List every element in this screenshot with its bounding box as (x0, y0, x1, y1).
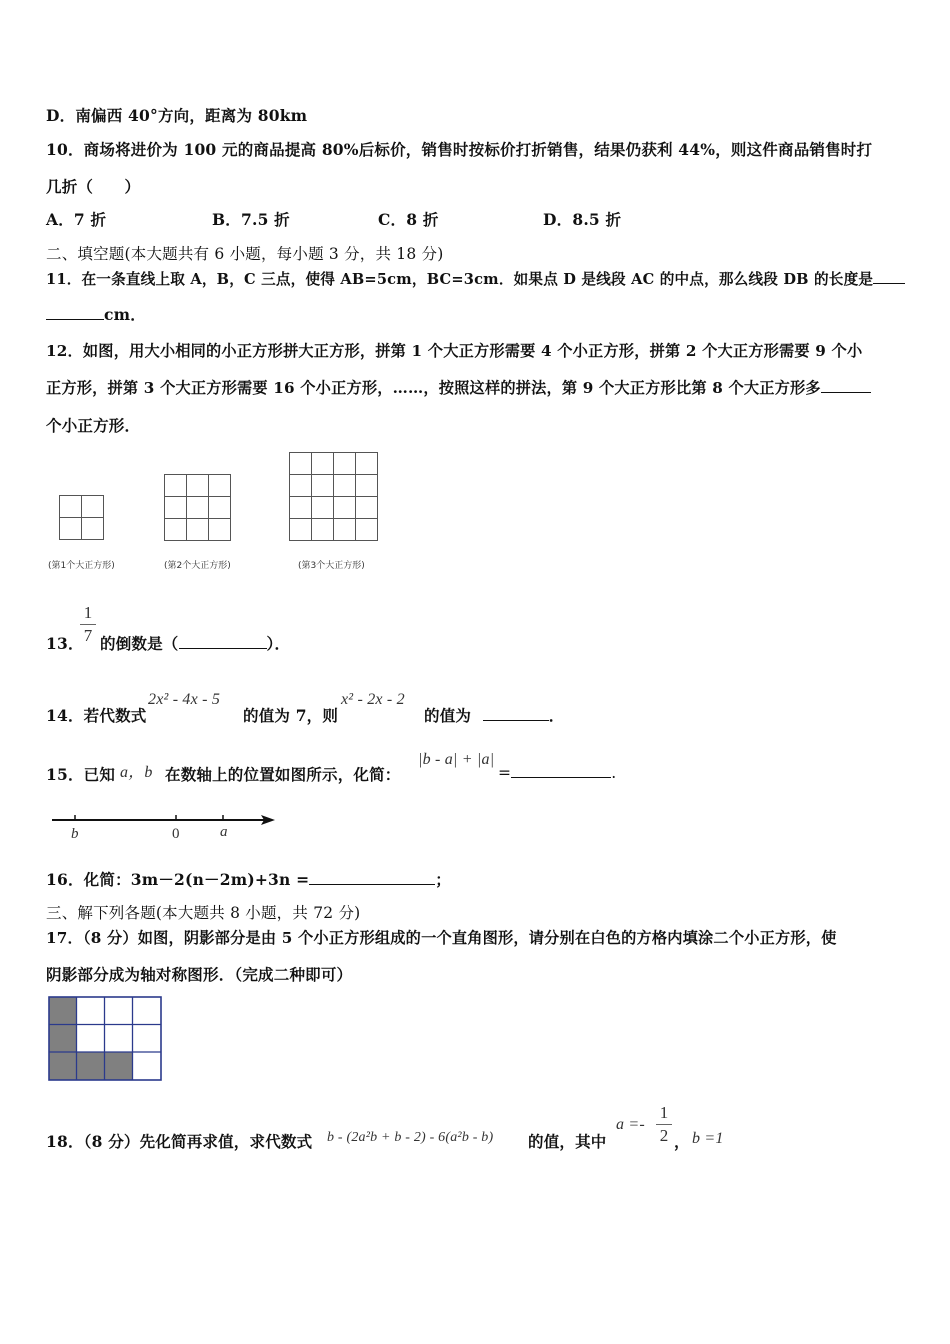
q14-suffix: 的值为 (424, 706, 472, 725)
q18-middle: 的值，其中 (528, 1132, 607, 1151)
q16-text: 16．化简：3m－2(n－2m)+3n = (46, 870, 310, 889)
q15-expr: |b - a| + |a| (418, 751, 495, 768)
q12-caption-1: (第1个大正方形) (48, 561, 115, 571)
q11-unit: cm． (104, 305, 146, 324)
q15-number-line (50, 810, 278, 846)
q12-caption-3: (第3个大正方形) (298, 561, 365, 571)
q18-a-den: 2 (659, 1126, 669, 1145)
section-2-title: 二、填空题(本大题共有 6 小题，每小题 3 分，共 18 分) (46, 245, 444, 263)
q18-prefix: 18．（8 分）先化简再求值，求代数式 (46, 1132, 313, 1151)
label-b: b (71, 826, 79, 842)
q15-vars: a，b (120, 764, 153, 781)
label-a: a (220, 824, 228, 840)
q12-line-3: 个小正方形． (46, 416, 141, 435)
q16-line (46, 868, 451, 890)
q10-option-b: B．7.5 折 (212, 210, 290, 229)
q17-shaded-cell (105, 1052, 133, 1080)
q17-shaded-cell (49, 1052, 77, 1080)
q17-line-1: 17．（8 分）如图，阴影部分是由 5 个小正方形组成的一个直角图形，请分别在白色的方格内填涂二个小正方形，使 (46, 929, 837, 947)
q17-shaded-cell (77, 1052, 105, 1080)
q10-option-a: A．7 折 (46, 210, 107, 229)
q14-expr-2: x² - 2x - 2 (341, 691, 405, 708)
q14-prefix: 14．若代数式 (46, 706, 147, 725)
q11-blank-a[interactable] (873, 269, 905, 284)
q13-fraction (80, 604, 96, 645)
q11-line-2 (46, 303, 146, 325)
q17-grid-figure (48, 996, 164, 1082)
q14-expr-1: 2x² - 4x - 5 (148, 691, 221, 708)
q17-shaded-cell (49, 1025, 77, 1053)
q12-line-1: 12．如图，用大小相同的小正方形拼大正方形，拼第 1 个大正方形需要 4 个小正方形，拼第 2 个大正方形需要 9 个小 (46, 342, 863, 360)
q12-figure-3x3-grid (164, 474, 232, 542)
q13-number: 13． (46, 634, 84, 653)
q14-suffix-line (424, 704, 564, 726)
q18-a-fraction (656, 1104, 672, 1145)
q15-answer-line (498, 763, 616, 782)
section-3-title: 三、解下列各题(本大题共 8 小题，共 72 分) (46, 904, 361, 922)
q18-sep: ， (674, 1132, 690, 1151)
q17-shaded-cell (49, 997, 77, 1025)
q16-blank[interactable] (309, 870, 435, 885)
q15-blank[interactable] (511, 763, 611, 778)
q12-caption-2: (第2个大正方形) (164, 561, 231, 571)
q11-text: 11．在一条直线上取 A，B，C 三点，使得 AB=5cm，BC=3cm．如果点 D 是线段 AC 的中点，那么线段 DB 的长度是 (46, 271, 874, 288)
q18-a-label: a =- (616, 1116, 645, 1133)
q18-b-value: b =1 (692, 1130, 724, 1147)
q16-end: ； (435, 870, 451, 889)
q12-line-2 (46, 377, 871, 398)
q15-end: . (611, 764, 617, 782)
q18-a-num: 1 (659, 1103, 669, 1122)
q13-blank[interactable] (179, 634, 267, 649)
q12-blank[interactable] (821, 378, 871, 393)
q13-text: 的倒数是（ (100, 634, 179, 653)
q11-line-1 (46, 268, 905, 289)
q14-middle: 的值为 7，则 (243, 706, 339, 725)
q12-figure-2x2-grid (59, 495, 105, 541)
q11-blank-b[interactable] (46, 305, 104, 320)
q15-prefix: 15．已知 (46, 765, 116, 784)
q13-frac-den: 7 (83, 626, 93, 645)
q12-figure-4x4-grid (289, 452, 379, 542)
q15-middle: 在数轴上的位置如图所示，化简： (165, 765, 401, 784)
q13-close: ）． (266, 634, 291, 653)
q13-frac-num: 1 (83, 603, 93, 622)
q17-line-2: 阴影部分成为轴对称图形．（完成二种即可） (46, 965, 353, 984)
q10-option-c: C．8 折 (378, 210, 439, 229)
q18-expr: b - (2a²b + b - 2) - 6(a²b - b) (327, 1130, 494, 1145)
q12-text: 正方形，拼第 3 个大正方形需要 16 个小正方形，……，按照这样的拼法，第 9 个大正方形比第 8 个大正方形多 (46, 379, 821, 397)
q10-line-2: 几折（ ） (46, 177, 141, 196)
label-0: 0 (172, 826, 180, 842)
q9-option-d: D．南偏西 40°方向，距离为 80km (46, 106, 308, 125)
q10-line-1: 10．商场将进价为 100 元的商品提高 80%后标价，销售时按标价打折销售，结果仍获利 44%，则这件商品销售时打 (46, 140, 873, 159)
q13-line (100, 632, 290, 654)
q15-eq: = (498, 764, 512, 782)
q10-option-d: D．8.5 折 (543, 210, 622, 229)
q14-blank[interactable] (483, 706, 549, 721)
q14-end: ． (548, 706, 565, 725)
